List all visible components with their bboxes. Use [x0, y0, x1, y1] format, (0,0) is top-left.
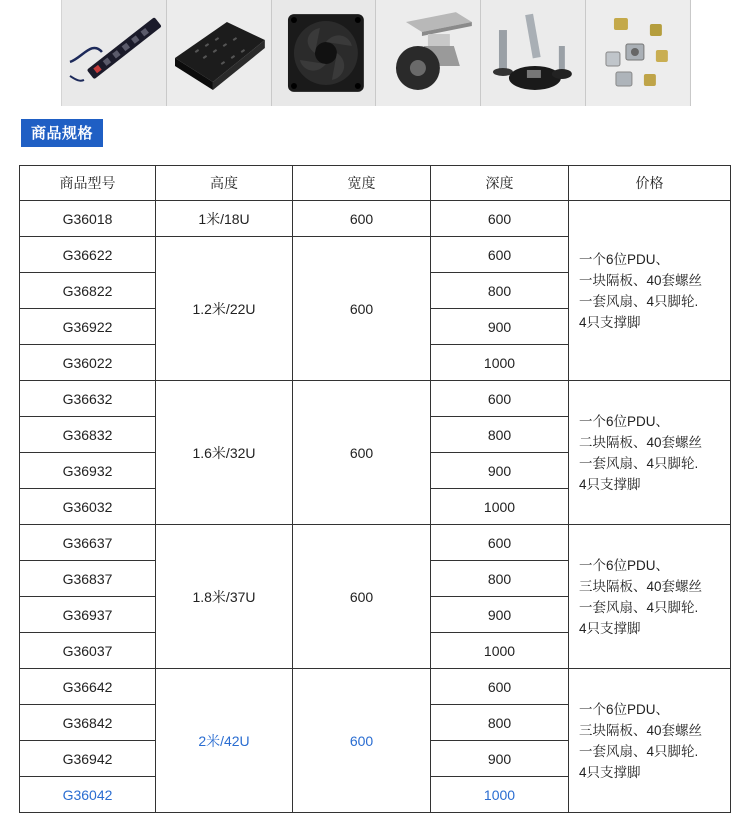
- model-cell: G36632: [20, 381, 156, 417]
- depth-cell: 900: [431, 309, 569, 345]
- depth-cell: 600: [431, 237, 569, 273]
- price-line: 4只支撑脚: [579, 476, 641, 492]
- height-cell: 2米/42U: [156, 669, 293, 813]
- model-cell: G36937: [20, 597, 156, 633]
- leveling-foot-icon: [481, 0, 585, 106]
- table-header-row: [20, 166, 731, 201]
- header-price: 价格: [569, 166, 731, 201]
- cage-nut-thumbnail[interactable]: [586, 0, 691, 106]
- fan-thumbnail[interactable]: [272, 0, 377, 106]
- width-cell: 600: [293, 381, 431, 525]
- depth-cell: 600: [431, 381, 569, 417]
- height-cell: 1米/18U: [156, 201, 293, 237]
- price-line: 二块隔板、40套螺丝: [579, 434, 703, 450]
- depth-cell: 600: [431, 669, 569, 705]
- price-line: 一套风扇、4只脚轮.: [579, 743, 699, 759]
- leveling-foot-thumbnail[interactable]: [481, 0, 586, 106]
- depth-cell: 800: [431, 273, 569, 309]
- depth-cell: 1000: [431, 489, 569, 525]
- section-title-badge: 商品规格: [21, 119, 103, 147]
- header-height: 高度: [156, 166, 293, 201]
- height-cell: 1.2米/22U: [156, 237, 293, 381]
- price-cell: [569, 201, 731, 381]
- price-cell: [569, 381, 731, 525]
- model-cell: G36637: [20, 525, 156, 561]
- width-cell: 600: [293, 237, 431, 381]
- header-model: 商品型号: [20, 166, 156, 201]
- model-cell: G36842: [20, 705, 156, 741]
- model-cell: G36922: [20, 309, 156, 345]
- fan-icon: [272, 0, 376, 106]
- model-cell: G36832: [20, 417, 156, 453]
- header-depth: 深度: [431, 166, 569, 201]
- price-line: 一个6位PDU、: [579, 701, 670, 717]
- depth-cell: 900: [431, 741, 569, 777]
- height-cell: 1.6米/32U: [156, 381, 293, 525]
- depth-cell: 1000: [431, 633, 569, 669]
- price-line: 一个6位PDU、: [579, 251, 670, 267]
- price-line: 一套风扇、4只脚轮.: [579, 293, 699, 309]
- depth-cell: 800: [431, 705, 569, 741]
- depth-cell: 1000: [431, 345, 569, 381]
- shelf-thumbnail[interactable]: [167, 0, 272, 106]
- model-cell: G36642: [20, 669, 156, 705]
- header-width: 宽度: [293, 166, 431, 201]
- caster-thumbnail[interactable]: [376, 0, 481, 106]
- price-line: 4只支撑脚: [579, 620, 641, 636]
- table-row: [20, 201, 731, 237]
- model-cell: G36622: [20, 237, 156, 273]
- pdu-icon: [62, 0, 166, 106]
- price-line: 一套风扇、4只脚轮.: [579, 455, 699, 471]
- width-cell: 600: [293, 201, 431, 237]
- shelf-icon: [167, 0, 271, 106]
- price-line: 一个6位PDU、: [579, 413, 670, 429]
- price-cell: [569, 525, 731, 669]
- price-line: 4只支撑脚: [579, 764, 641, 780]
- price-line: 一块隔板、40套螺丝: [579, 272, 703, 288]
- depth-cell: 600: [431, 201, 569, 237]
- depth-cell: 800: [431, 417, 569, 453]
- width-cell: 600: [293, 525, 431, 669]
- table-row: [20, 669, 731, 705]
- price-line: 4只支撑脚: [579, 314, 641, 330]
- price-line: 三块隔板、40套螺丝: [579, 722, 703, 738]
- width-cell: 600: [293, 669, 431, 813]
- model-cell: G36932: [20, 453, 156, 489]
- model-cell: G36837: [20, 561, 156, 597]
- depth-cell: 800: [431, 561, 569, 597]
- model-cell: G36042: [20, 777, 156, 813]
- model-cell: G36822: [20, 273, 156, 309]
- depth-cell: 900: [431, 453, 569, 489]
- model-cell: G36037: [20, 633, 156, 669]
- price-line: 一套风扇、4只脚轮.: [579, 599, 699, 615]
- model-cell: G36942: [20, 741, 156, 777]
- price-line: 三块隔板、40套螺丝: [579, 578, 703, 594]
- depth-cell: 1000: [431, 777, 569, 813]
- height-cell: 1.8米/37U: [156, 525, 293, 669]
- table-row: [20, 525, 731, 561]
- cage-nut-icon: [586, 0, 690, 106]
- price-line: 一个6位PDU、: [579, 557, 670, 573]
- pdu-thumbnail[interactable]: [62, 0, 167, 106]
- spec-table: [19, 165, 731, 813]
- depth-cell: 900: [431, 597, 569, 633]
- depth-cell: 600: [431, 525, 569, 561]
- caster-icon: [376, 0, 480, 106]
- model-cell: G36018: [20, 201, 156, 237]
- price-cell: [569, 669, 731, 813]
- model-cell: G36022: [20, 345, 156, 381]
- model-cell: G36032: [20, 489, 156, 525]
- table-row: [20, 381, 731, 417]
- product-image-strip: [61, 0, 691, 106]
